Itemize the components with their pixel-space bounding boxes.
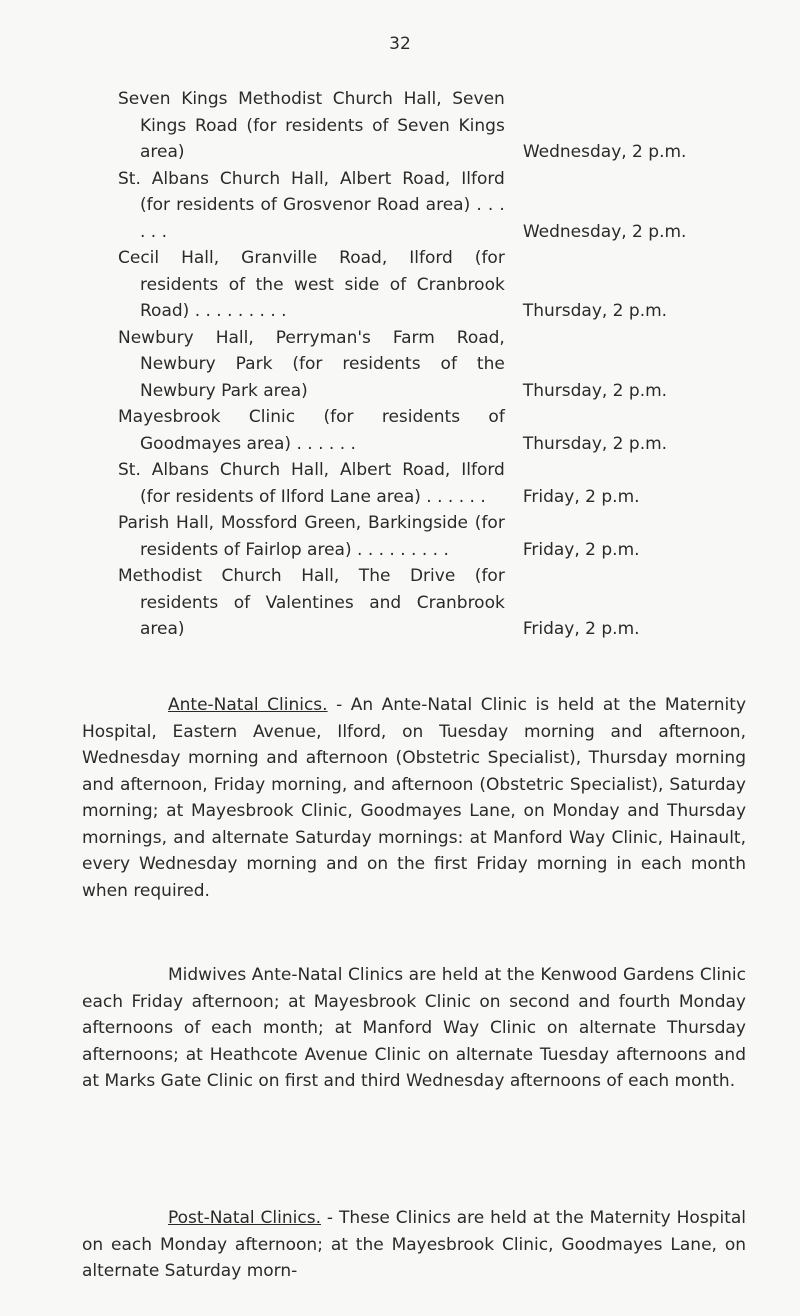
antenatal-paragraph (82, 692, 746, 904)
clinic-time: Friday, 2 p.m. (522, 539, 640, 560)
antenatal-heading: Ante-Natal Clinics. (168, 695, 328, 715)
postnatal-heading: Post-Natal Clinics. (168, 1208, 321, 1228)
clinic-time: Friday, 2 p.m. (522, 619, 640, 639)
clinic-entry (118, 166, 768, 246)
clinic-entry (118, 245, 768, 325)
clinic-location: St. Albans Church Hall, Albert Road, Ilford (for residents of Grosvenor Road area) . . . . . . (118, 168, 505, 242)
page-number: 32 (389, 34, 411, 54)
clinic-location: Parish Hall, Mossford Green, Barkingside (for residents of Fairlop area) . . . . . . . . . (118, 513, 505, 560)
clinic-time: Wednesday, 2 p.m. (522, 221, 687, 242)
midwives-text: Midwives Ante-Natal Clinics are held at the Kenwood Gardens Clinic each Friday afternoon; at Mayesbrook Clinic on second and fourth Monday afternoons of each month; at Manford Way Clinic on alternate Thursday afternoons; at Heathcote Avenue Clinic on alternate Tuesday afternoons and at Marks Gate Clinic on first and third Wednesday afternoons of each month. (82, 965, 746, 1091)
clinic-time: Thursday, 2 p.m. (522, 433, 668, 454)
clinic-entry (118, 510, 768, 563)
clinic-location: Methodist Church Hall, The Drive (for residents of Valentines and Cranbrook area) (118, 566, 505, 639)
clinic-entry (118, 404, 768, 457)
clinic-time: Wednesday, 2 p.m. (522, 142, 687, 162)
clinic-entry (118, 325, 768, 405)
postnatal-text: - These Clinics are held at the Maternity Hospital on each Monday afternoon; at the Mayesbrook Clinic, Goodmayes Lane, on alternate Saturday morn- (82, 1208, 746, 1281)
clinic-location: Newbury Hall, Perryman's Farm Road, Newbury Park (for residents of the Newbury Park area) (118, 327, 505, 401)
midwives-paragraph (82, 962, 746, 1095)
clinic-time: Thursday, 2 p.m. (522, 380, 668, 401)
clinic-location: St. Albans Church Hall, Albert Road, Ilford (for residents of Ilford Lane area) . . . . . . (118, 460, 505, 507)
clinic-entry (118, 86, 768, 166)
postnatal-paragraph (82, 1205, 746, 1285)
clinic-location: Mayesbrook Clinic (for residents of Goodmayes area) . . . . . . (118, 407, 505, 454)
clinic-entry (118, 563, 768, 643)
clinic-entry (118, 457, 768, 510)
clinic-location: Cecil Hall, Granville Road, Ilford (for residents of the west side of Cranbrook Road) . . . . . . . . . (118, 248, 505, 321)
clinic-time: Thursday, 2 p.m. (522, 301, 668, 321)
clinic-schedule-list (118, 86, 768, 643)
antenatal-text: - An Ante-Natal Clinic is held at the Maternity Hospital, Eastern Avenue, Ilford, on Tuesday morning and afternoon, Wednesday morning and afternoon (Obstetric Specialist), Thursday morning and afternoon, Friday morning, and afternoon (Obstetric Specialist), Saturday morning; at Mayesbrook Clinic, Goodmayes Lane, on Monday and Thursday mornings, and alternate Saturday mornings: at Manford Way Clinic, Hainault, every Wednesday morning and on the first Friday morning in each month when required. (82, 695, 747, 901)
clinic-time: Friday, 2 p.m. (522, 486, 640, 507)
clinic-location: Seven Kings Methodist Church Hall, Seven Kings Road (for residents of Seven Kings area) (118, 89, 505, 162)
